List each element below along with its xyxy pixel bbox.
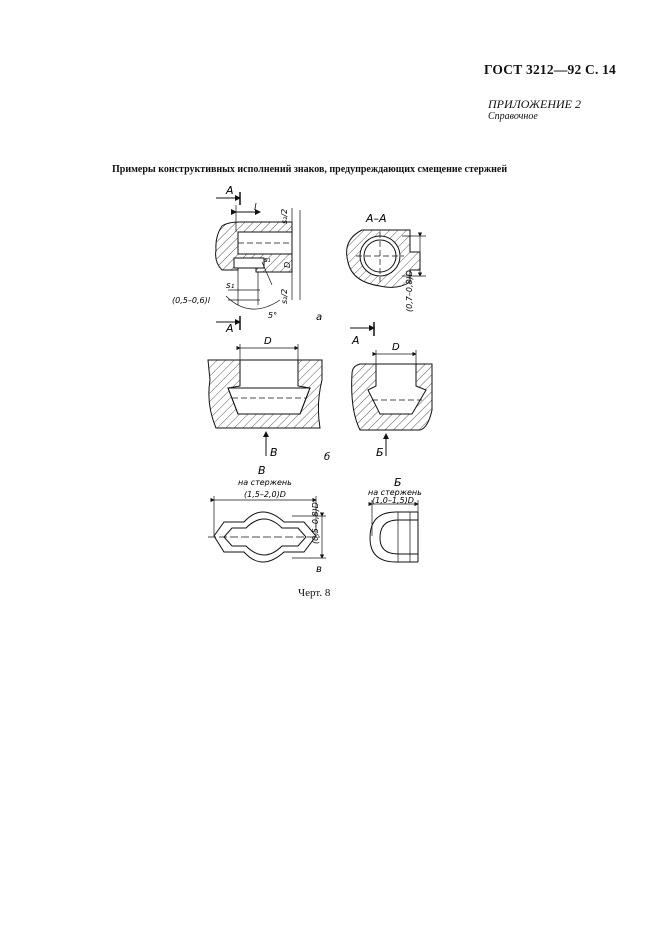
view-v-on-rod: на стержень [238, 478, 292, 487]
marker-a: a [316, 312, 323, 323]
arrow-b-label: Б [376, 446, 384, 459]
section-title: Примеры конструктивных исполнений знаков, предупреждающих смещение стержней [112, 164, 508, 175]
dim-d-label-left: D [264, 336, 272, 347]
dim-v-height-label: (0,5–0,8)D [311, 502, 320, 544]
angle-5-label: 5° [268, 311, 278, 320]
figure-caption: Черт. 8 [298, 587, 331, 599]
figure-b-right [352, 350, 432, 456]
view-a-label-top: А [226, 184, 234, 197]
marker-b: б [324, 452, 331, 463]
dim-aa-range-label: (0,7–0,8)D [405, 270, 414, 312]
figure-v-left [208, 496, 326, 562]
view-v-title: В [258, 464, 266, 477]
figure-b-left [208, 344, 322, 456]
view-b-title: Б [394, 476, 402, 489]
dim-v-width-label: (1,5–2,0)D [244, 490, 286, 499]
section-a-arrow-label: А [352, 334, 360, 347]
dim-s1-label: s₁ [226, 281, 235, 291]
dim-d-label-right: D [392, 342, 400, 353]
dim-s1-small-label: s₁ [264, 256, 271, 264]
dim-s2-half-bottom: s₂/2 [280, 288, 289, 304]
section-aa-drawing [347, 230, 426, 336]
arrow-v-label: В [270, 446, 278, 459]
dim-b-width-label: (1,0–1,5)D [372, 496, 414, 505]
dim-l-label: l [254, 203, 257, 213]
view-a-label-bottom: А [226, 322, 234, 335]
view-b-on-rod: на стержень [368, 488, 422, 497]
dim-l-range-label: (0,5–0,6)l [172, 296, 210, 305]
appendix-subtitle: Справочное [488, 111, 538, 122]
dim-d-small-label: D [283, 261, 292, 268]
figure-v-right [370, 500, 418, 562]
marker-v: в [316, 564, 322, 575]
document-reference: ГОСТ 3212—92 С. 14 [483, 62, 616, 77]
dim-s2-half-top: s₂/2 [280, 208, 289, 224]
section-aa-label: А–А [366, 212, 387, 225]
appendix-title: ПРИЛОЖЕНИЕ 2 [488, 97, 581, 111]
